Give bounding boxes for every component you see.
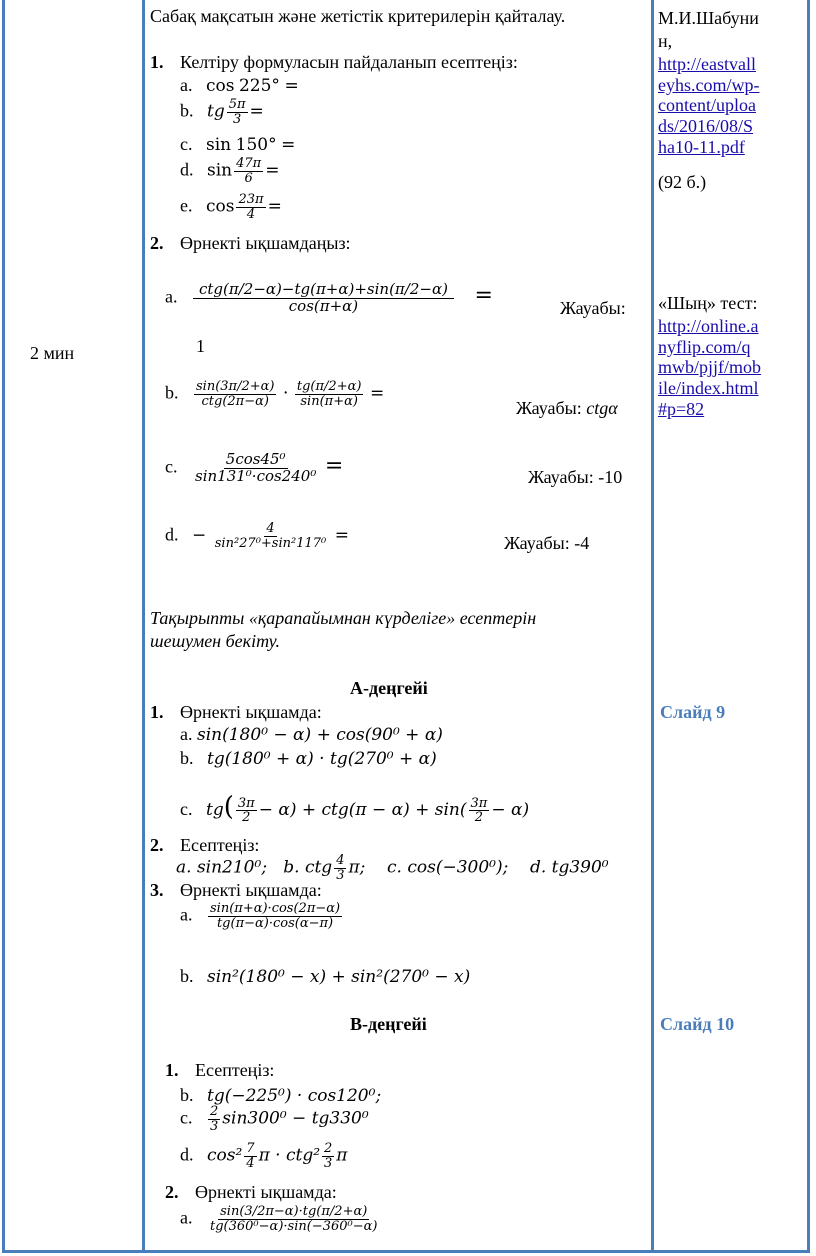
task1-item-b: b. tg $\frac{5\pi}{3}$ = [180,97,264,127]
level-a-t3-b: b. sin²(180⁰ − x) + sin²(270⁰ − x) [180,966,471,987]
task2-number: 2. [150,233,164,253]
resource-author: М.И.Шабуни [658,8,759,28]
slide-10-label: Слайд 10 [660,1014,735,1034]
resource-author-tail: н, [658,31,673,51]
level-b-t1-b: b. tg(−225⁰) · cos120⁰; [180,1085,382,1106]
column-divider-2 [651,0,654,1250]
level-a-t1-number: 1. [150,702,164,722]
task1-item-c: c. sin 150° = [180,134,296,155]
level-a-t2-number: 2. [150,835,164,855]
slide-9-label: Слайд 9 [660,702,726,722]
level-a-t2-items: a. sin210⁰; b. ctg $\frac{4}{3}$ π; c. cos(−300⁰); d. tg390⁰ [176,853,609,883]
column-divider-1 [142,0,145,1250]
level-b-t2-number: 2. [165,1182,179,1202]
task2-a-extra: 1 [196,336,205,356]
consolidation-line2: шешумен бекіту. [150,631,280,651]
level-a-t1-c: c. tg( $\frac{3\pi}{2}$ − α) + ctg(π − α) + sin( $\frac{3\pi}{2}$ − α) [180,792,530,826]
consolidation-line1: Тақырыпты «қарапайымнан күрделіге» есептерін [150,608,537,628]
level-b-t1-d: d. cos² $\frac{7}{4}$ π · ctg² $\frac{2}{3}$ π [180,1141,348,1171]
task1-item-a: a. cos 225° = [180,75,299,96]
task2-c: c. $\frac{\text{5cos45⁰}}{\text{sin131⁰·cos240⁰}}$ = [165,450,344,485]
task2-a: a. $\frac{\text{ctg(π/2−α)−tg(π+α)+sin(π/2−α)}}{\cos(\pi+\alpha)}$ = [165,280,493,315]
level-a-t1-a: a. sin(180⁰ − α) + cos(90⁰ + α) [180,724,443,745]
task2-c-answer: Жауабы: -10 [528,467,623,487]
level-a-t2-title: Есептеңіз: [180,835,260,855]
task1-item-e: e. cos $\frac{23\pi}{4}$ = [180,192,282,222]
level-b-t1-title: Есептеңіз: [195,1060,275,1080]
level-b-t2-title: Өрнекті ықшамда: [195,1182,337,1202]
level-a-t3-title: Өрнекті ықшамда: [180,880,322,900]
task1-item-d: d. sin $\frac{47\pi}{6}$ = [180,156,280,186]
task2-b: b. $\frac{\sin(3\pi/2+\alpha)}{\text{ctg(2π−α)}}$ · $\frac{tg(\pi/2+\alpha)}{\sin(\pi+\alpha)}$ = [165,379,385,409]
level-a-t1-b: b. tg(180⁰ + α) · tg(270⁰ + α) [180,748,437,769]
task2-title: Өрнекті ықшамдаңыз: [180,233,351,253]
level-b-heading: В-деңгейі [350,1014,427,1034]
time-cell: 2 мин [30,343,75,363]
level-b-t1-number: 1. [165,1060,179,1080]
resource-link-2[interactable]: http://online.a nyflip.com/q mwb/pjjf/mob ile/index.html #p=82 [658,316,761,419]
task1-number: 1. [150,52,164,72]
level-a-heading: А-деңгейі [350,678,428,698]
resource-link-1[interactable]: http://eastvall eyhs.com/wp- content/uploa ds/2016/08/S ha10-11.pdf [658,54,760,157]
task2-a-answer: Жауабы: [560,298,626,318]
resource-pages: (92 б.) [658,172,707,192]
level-a-t3-number: 3. [150,880,164,900]
task2-d: d. − $\frac{4}{\text{sin²27⁰+sin²117⁰}}$ = [165,521,349,551]
task2-d-answer: Жауабы: -4 [504,533,590,553]
task2-b-answer: Жауабы: ctgα [516,398,618,418]
level-a-t1-title: Өрнекті ықшамда: [180,702,322,722]
level-b-t1-c: c. $\frac{2}{3}$ sin300⁰ − tg330⁰ [180,1104,369,1134]
level-b-t2-a: a. $\frac{\sin(3/2\pi-\alpha)\cdot tg(\pi/2+\alpha)}{\text{tg(360⁰−α)·sin(−360⁰−α)}}$ [180,1204,378,1234]
task1-title: Келтіру формуласын пайдаланып есептеңіз: [180,52,518,72]
test-label: «Шың» тест: [658,293,758,313]
intro-heading: Сабақ мақсатын және жетістік критерилерін қайталау. [150,6,566,26]
level-a-t3-a: a. $\frac{\sin(\pi+\alpha)\cdot\cos(2\pi-\alpha)}{tg(\pi-\alpha)\cdot\cos(\alpha-\pi)}$ [180,901,341,931]
